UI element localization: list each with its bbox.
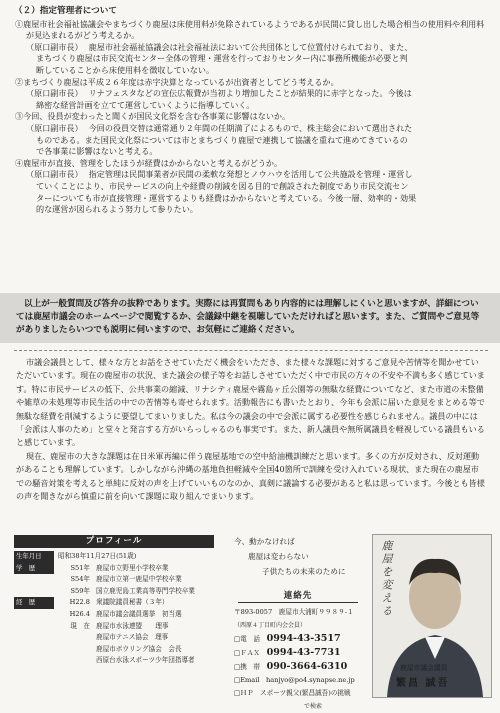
birth-row [14,551,229,563]
notice-text: 以上が一般質問及び答弁の抜粋であります。実際には再質問もあり内容的には理解しにくいと思いますが、詳細については鹿屋市議会のホームページで閲覧するか、会議録中継を視聴していただければと思います。また、ご質問やご意見等がありましたらいつでも説明に伺いますので、お気軽にご連絡ください。 [16,299,480,335]
answer-continued: 断していることから床使用料を徴収していない。 [36,64,215,75]
education-row [14,586,229,598]
education-year: S59年 [70,586,90,595]
question: ③今回、役員が変わったと聞くが国民文化祭を含む各事業に影響はないか。 [15,111,291,122]
education-row [14,574,229,586]
birth-value: 昭和38年11月27日(51歳) [58,552,137,560]
career-text: 衆議院議員秘書（３年） [96,598,169,607]
education-label: 学 歴 [14,563,54,575]
career-year: 現 在 [70,621,90,630]
hp-row: □ＨＰ スポーツ親父(繁昌誠吾)の挑戦 [234,689,351,697]
email-row: □Email hanjyo@po4.synapse.ne.jp [234,676,355,684]
answer-continued: まちづくり鹿屋は市民交流センター全体の管理・運営を行っておりセンター内に事務所機能が必要と判 [36,53,408,64]
education-year: S51年 [70,563,90,572]
tel-number[interactable]: 0994-43-3517 [266,633,341,644]
career-label [14,655,54,667]
career-year: H22.8 [69,598,90,607]
tel-label: 電 話 [240,635,261,643]
fax-label: ＦＡＸ [240,649,261,657]
question: ④鹿屋市が直接、管理をしたほうが経費はかからないと考えるがどうか。 [15,157,283,168]
career-label [14,609,54,621]
career-row [14,621,229,633]
designated-manager-section [14,6,490,216]
hp-label: ＨＰ [240,689,254,697]
section-heading: （２）指定管理者について [14,6,117,16]
education-year: S54年 [70,575,90,584]
slogan-line: 今、動かなければ [234,537,295,546]
career-row [14,655,229,667]
slogan-line: 子供たちの未来のために [262,567,346,576]
body-paragraph: 現在、鹿屋市の大きな課題は在日米軍再編に伴う鹿屋基地での空中給油機訓練だと思います。多くの方が反対され、反対運動があることも理解しています。しかしながら沖縄の基地負担軽減や全国40箇所で訓練を受け入れている現状、また現在の鹿屋市での騒音対策を考えると単純に反対の声を上げていいものなのか、真剣に議論する必要があると私は思っています。今後とも皆様の声を聞きながら慎重に前を向いて課題に取り組んでまいります。 [16,450,485,502]
tel-row: □電 話 0994-43-3517 [234,633,341,644]
education-label [14,586,54,598]
contact-info [234,606,382,713]
career-row [14,644,229,656]
career-text: 鹿屋市ボウリング協会 会長 [96,644,182,653]
slogan [234,534,374,579]
answer [14,42,490,54]
career-text: 鹿屋市水泳連盟 理事 [96,621,169,630]
answer-continued: ターについても市が直接管理・運営するよりも経費はかからないと考えている。今後一層、効率的・効果 [36,192,417,203]
answer [14,169,490,181]
career-row [14,632,229,644]
education-row [14,563,229,575]
slogan-vertical: 鹿屋を変える [380,540,393,618]
address-note: （西原４丁目町内会会員） [234,622,307,629]
mobile-number[interactable]: 090-3664-6310 [266,661,348,672]
answerer: （原口副市長） [26,169,83,180]
career-label [14,621,54,633]
answer-continued: 綿密な経営計画を立てて運営していくように指導していく。 [36,99,255,110]
hp-note: で検索 [304,703,323,710]
report-body [16,356,486,503]
answer-continued: ものである。また国民文化祭については市とまちづくり鹿屋で連携して協議を重ねて進めてきているの [36,134,408,145]
answer-continued: 的な運営が図られるよう努力して参りたい。 [36,204,198,215]
career-row [14,597,229,609]
email-label: Email [240,676,260,684]
career-year: H26.4 [69,609,90,618]
education-text: 国立鹿児島工業高等専門学校卒業 [96,586,195,595]
qa-list [14,19,490,216]
education-label [14,574,54,586]
hp-search-term[interactable]: スポーツ親父(繁昌誠吾)の挑戦 [260,689,351,697]
slogan-line: 鹿屋は変わらない [248,552,309,561]
address: 〒893-0057 鹿屋市大浦町９９８９-１ [234,608,354,616]
profile-list [14,551,229,667]
answer-text: 指定管理は民間事業者が民間の柔軟な発想とノウハウを活用して公共施設を管理・運営し [88,169,413,180]
answerer: （原口副市長） [26,41,83,52]
mobile-row: □携 帯 090-3664-6310 [234,661,348,672]
answer-text: 鹿屋市社会福祉協議会は社会福祉法において公共団体として位置付けられており、また、 [88,41,413,52]
mobile-label: 携 帯 [240,663,261,671]
fax-row: □ＦＡＸ 0994-43-7731 [234,647,341,658]
birth-label: 生年月日 [14,551,54,563]
title-caption: 鹿屋市議会議員 [400,664,448,672]
career-text: 西原台水泳スポーツ少年団指導者 [96,656,195,665]
answer-text: 今回の役員交替は通常通り２年間の任期満了によるもので、株主総会において選出された [88,122,413,133]
answerer: （原口副市長） [26,122,83,133]
councillor-name: 繁昌 誠吾 [396,678,450,689]
career-year [58,632,90,644]
career-text: 鹿屋市議会議員選挙 初当選 [96,609,182,618]
question: ①鹿屋市社会福祉協議会やまちづくり鹿屋は床使用料が免除されているようであるが民間に貸し出した場合相当の使用料や利用料が見込まれるがどう考えるか。 [15,18,485,41]
answer-continued: で各事業に影響はないと考える。 [36,146,158,157]
contact-heading: 連絡先 [238,589,358,603]
email-address[interactable]: hanjyo@po4.synapse.ne.jp [266,676,355,684]
divider [14,350,488,351]
education-text: 鹿屋市立第一鹿屋中学校卒業 [96,575,182,584]
answer [14,88,490,100]
career-row [14,609,229,621]
body-paragraph: 市議会議員として、様々な方とお話をさせていただく機会をいただき、また様々な課題に対するご意見や苦情等を聞かせていただいています。現在の鹿屋市の状況、また議会の様子等をお話しさせていただく中で市民の方々の不安や不満も多く感じています。特に市民サービスの低下、公共事業の縮減、リナシティ鹿屋や霧島ヶ丘公園等の無駄な経費についてなど、また市道の未整備や雑草の未処理等市民生活の中での苦情等も寄せられます。活動報告にも書いたとおり、今年も会派に届いた意見をまとめる等で無駄な経費を削減するように要望してまいりました。私は今の議会の中で会派に属する必要性を感じられません。議員の中には「会派は人事のため」と堂々と発言する方がいらっしゃるのも事実です。また、新人議員や無所属議員を軽視している議員もいると感じています。 [16,357,485,448]
education-text: 鹿屋市立野里小学校卒業 [96,563,169,572]
answer [14,123,490,135]
answer-text: リナフェスタなどの宣伝広報費が当初より増加したことが結果的に赤字となった。今後は [88,88,412,99]
fax-number: 0994-43-7731 [266,647,341,658]
career-year [58,655,90,667]
question: ②まちづくり鹿屋は平成２６年度は赤字決算となっているが出資者としてどう考えるか。 [15,76,339,87]
career-text: 鹿屋市テニス協会 理事 [96,633,169,642]
career-label [14,644,54,656]
profile-heading: プロフィール [14,535,214,548]
career-year [58,644,90,656]
career-label [14,632,54,644]
career-label: 経 歴 [14,597,54,609]
answerer: （原口副市長） [26,88,83,99]
answer-continued: ていくことにより、市民サービスの向上や経費の削減を図る目的で創設された制度であり市民交流セン [36,180,409,191]
